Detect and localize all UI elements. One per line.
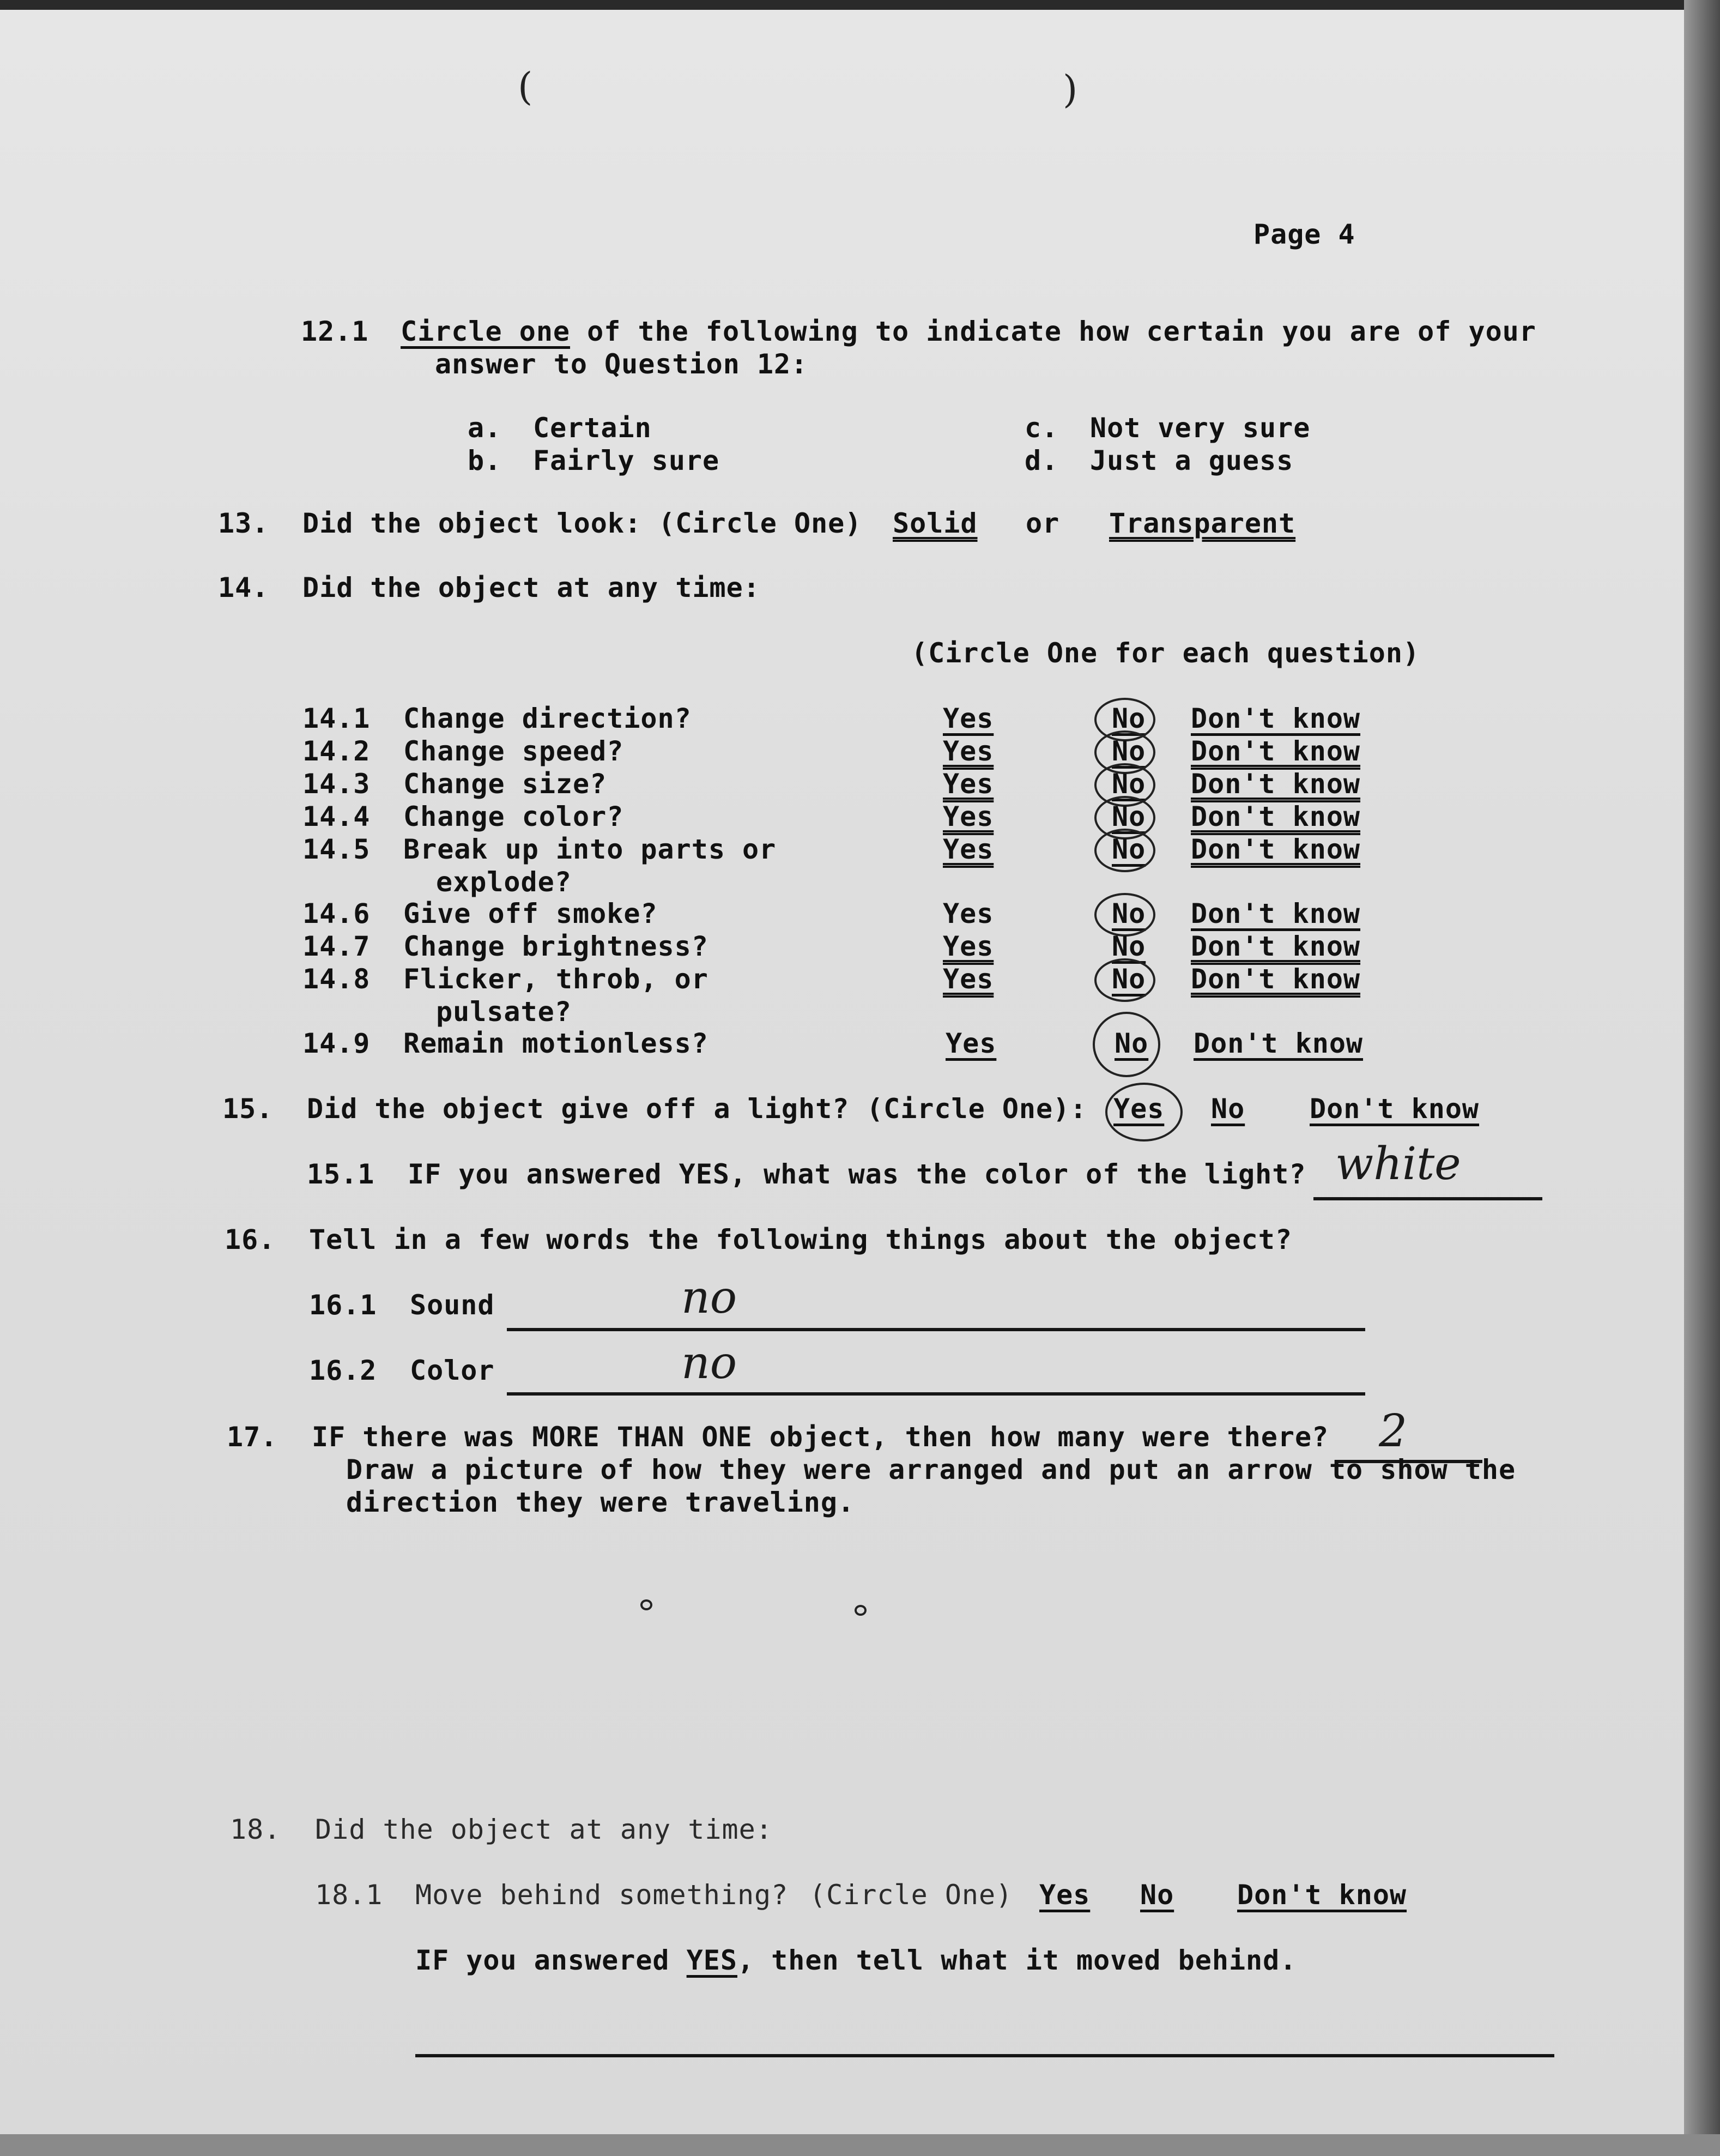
q15-option-no: No — [1211, 1093, 1245, 1125]
q18-1-option-no: No — [1140, 1879, 1174, 1911]
q18-number: 18. — [230, 1814, 281, 1845]
q18-1-option-dont-know: Don't know — [1237, 1879, 1407, 1911]
q13-text: Did the object look: (Circle One) — [302, 508, 862, 539]
document-page — [0, 10, 1684, 2136]
q14-item-label: Change brightness? — [403, 931, 708, 962]
q12-1-opt-c-text: Not very sure — [1090, 412, 1311, 444]
q14-item-label-cont: explode? — [436, 866, 572, 898]
q12-1-opt-b-text: Fairly sure — [533, 445, 720, 476]
q14-item-label: Change speed? — [403, 735, 624, 767]
q15-1-handwritten-answer: white — [1335, 1138, 1461, 1190]
q16-1-answer-line — [507, 1328, 1365, 1331]
q17-line3: direction they were traveling. — [346, 1487, 855, 1518]
q17-line1: IF there was MORE THAN ONE object, then how many were there? — [312, 1421, 1329, 1453]
q14-item-dont-know: Don't know — [1191, 703, 1361, 734]
q14-item-label: Break up into parts or — [403, 834, 777, 865]
q14-item-number: 14.7 — [302, 931, 371, 962]
q12-1-opt-b-letter: b. — [468, 445, 502, 476]
q14-item-no: No — [1112, 963, 1146, 995]
q14-item-yes: Yes — [943, 735, 994, 767]
q14-item-dont-know: Don't know — [1191, 768, 1361, 800]
q14-item-yes: Yes — [943, 703, 994, 734]
q14-item-dont-know: Don't know — [1191, 963, 1361, 995]
q12-1-opt-d-text: Just a guess — [1090, 445, 1294, 476]
q14-item-dont-know: Don't know — [1191, 898, 1361, 929]
drawn-object-dot — [855, 1605, 867, 1616]
scan-bottom-border — [0, 2134, 1720, 2156]
q14-number: 14. — [218, 572, 269, 603]
q14-item-label: Change color? — [403, 801, 624, 832]
q14-item-label: Flicker, throb, or — [403, 963, 708, 995]
q14-item-no: No — [1112, 898, 1146, 929]
q16-number: 16. — [225, 1224, 276, 1255]
q14-item-no: No — [1115, 1028, 1149, 1059]
q14-item-no: No — [1112, 801, 1146, 832]
q15-option-yes: Yes — [1113, 1093, 1165, 1125]
q16-2-number: 16.2 — [309, 1355, 377, 1386]
q14-item-yes: Yes — [943, 931, 994, 962]
q12-1-number: 12.1 — [301, 316, 369, 347]
q12-1-underlined: Circle one — [401, 316, 571, 347]
q14-item-number: 14.5 — [302, 834, 371, 865]
q15-1-number: 15.1 — [307, 1158, 375, 1190]
q15-instruction: (Circle One): — [867, 1093, 1087, 1125]
q14-item-number: 14.1 — [302, 703, 371, 734]
q15-number: 15. — [222, 1093, 274, 1125]
page-number: Page 4 — [1253, 219, 1355, 250]
q13-or: or — [1026, 508, 1060, 539]
q18-1-answer-line — [415, 2054, 1554, 2057]
q16-1-handwritten-answer: no — [681, 1272, 737, 1324]
q13-option-solid: Solid — [893, 508, 978, 539]
q12-1-opt-c-letter: c. — [1025, 412, 1059, 444]
q14-item-number: 14.2 — [302, 735, 371, 767]
scan-mark: ) — [1063, 67, 1078, 112]
q12-1-rest: of the following to indicate how certain you are of your — [587, 316, 1536, 347]
q14-item-no: No — [1112, 703, 1146, 734]
q15-1-text: IF you answered YES, what was the color of the light? — [408, 1158, 1306, 1190]
q18-1-text: Move behind something? — [415, 1879, 789, 1911]
q14-item-label-cont: pulsate? — [436, 996, 572, 1028]
q14-item-number: 14.4 — [302, 801, 371, 832]
q12-1-text — [401, 315, 1536, 348]
q12-1-opt-a-text: Certain — [533, 412, 652, 444]
q14-item-dont-know: Don't know — [1191, 735, 1361, 767]
q17-number: 17. — [227, 1421, 278, 1453]
q16-2-answer-line — [507, 1392, 1365, 1396]
q16-2-label: Color — [410, 1355, 495, 1386]
q14-item-yes: Yes — [943, 768, 994, 800]
q14-item-no: No — [1112, 931, 1146, 962]
q14-instruction: (Circle One for each question) — [911, 637, 1420, 669]
q12-1-line2: answer to Question 12: — [435, 348, 808, 380]
q18-1-instruction: (Circle One) — [809, 1879, 1013, 1911]
q18-1-number: 18.1 — [315, 1879, 383, 1911]
q14-item-yes: Yes — [943, 801, 994, 832]
q15-1-answer-line — [1313, 1197, 1542, 1200]
q14-item-number: 14.8 — [302, 963, 371, 995]
q14-item-number: 14.6 — [302, 898, 371, 929]
q14-item-no: No — [1112, 768, 1146, 800]
q14-item-label: Remain motionless? — [403, 1028, 708, 1059]
drawn-object-dot — [640, 1599, 652, 1610]
q16-1-number: 16.1 — [309, 1289, 377, 1321]
q18-text: Did the object at any time: — [315, 1814, 773, 1845]
q18-1-followup-pre: IF you answered — [415, 1944, 670, 1976]
q18-1-followup-yes: YES — [686, 1944, 737, 1976]
q14-item-yes: Yes — [946, 1028, 997, 1059]
q14-item-no: No — [1112, 834, 1146, 865]
answer-circle — [1094, 829, 1155, 872]
q18-1-followup-post: , then tell what it moved behind. — [737, 1944, 1297, 1976]
q14-text: Did the object at any time: — [302, 572, 760, 603]
q14-item-label: Change direction? — [403, 703, 692, 734]
q14-item-yes: Yes — [943, 963, 994, 995]
q17-line2: Draw a picture of how they were arranged and put an arrow to show the — [346, 1454, 1516, 1485]
q14-item-dont-know: Don't know — [1191, 834, 1361, 865]
q14-item-dont-know: Don't know — [1191, 931, 1361, 962]
q14-item-number: 14.3 — [302, 768, 371, 800]
q15-option-dont-know: Don't know — [1310, 1093, 1480, 1125]
q14-item-no: No — [1112, 735, 1146, 767]
q14-item-label: Give off smoke? — [403, 898, 658, 929]
q18-1-option-yes: Yes — [1039, 1879, 1091, 1911]
q14-item-yes: Yes — [943, 834, 994, 865]
scan-mark: ( — [518, 64, 533, 109]
scan-right-border — [1684, 0, 1720, 2156]
q14-item-dont-know: Don't know — [1191, 801, 1361, 832]
q18-1-followup — [415, 1944, 1297, 1977]
answer-circle — [1094, 958, 1155, 1002]
q15-text: Did the object give off a light? — [307, 1093, 850, 1125]
q12-1-opt-d-letter: d. — [1025, 445, 1059, 476]
answer-circle — [1105, 1083, 1183, 1142]
answer-circle — [1093, 1012, 1160, 1077]
q14-item-yes: Yes — [943, 898, 994, 929]
q17-handwritten-answer: 2 — [1379, 1405, 1408, 1457]
q14-item-label: Change size? — [403, 768, 607, 800]
q12-1-opt-a-letter: a. — [468, 412, 502, 444]
q13-number: 13. — [218, 508, 269, 539]
q14-item-dont-know: Don't know — [1194, 1028, 1364, 1059]
q16-text: Tell in a few words the following things about the object? — [309, 1224, 1292, 1255]
q13-option-transparent: Transparent — [1109, 508, 1296, 539]
q16-2-handwritten-answer: no — [681, 1337, 737, 1389]
q16-1-label: Sound — [410, 1289, 495, 1321]
q14-item-number: 14.9 — [302, 1028, 371, 1059]
